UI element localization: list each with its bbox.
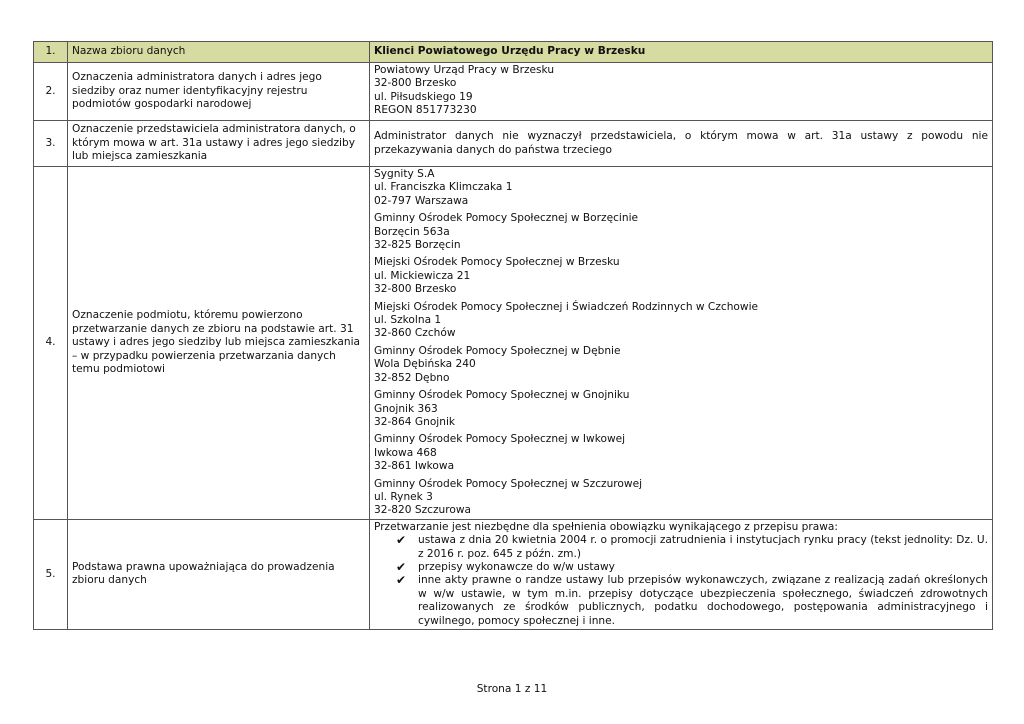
check-icon: ✔ — [396, 559, 407, 574]
table-row — [34, 42, 993, 63]
processors-list — [370, 167, 993, 520]
processor-postcode: 32-860 Czchów — [374, 327, 456, 340]
legal-basis — [370, 519, 993, 629]
table-row — [34, 519, 993, 629]
row-number: 2. — [34, 63, 68, 121]
processor-street: ul. Franciszka Klimczaka 1 — [374, 181, 513, 194]
processor-entry — [374, 168, 988, 208]
representative-info: Administrator danych nie wyznaczył przedstawiciela, o którym mowa w art. 31a ustawy z powodu nie przekazywania danych do państwa trzeciego — [370, 121, 993, 167]
processor-street: ul. Rynek 3 — [374, 490, 433, 503]
processor-postcode: 32-820 Szczurowa — [374, 504, 472, 517]
admin-street: ul. Piłsudskiego 19 — [374, 90, 473, 103]
processor-postcode: 32-800 Brzesko — [374, 283, 457, 296]
list-item-text: ustawa z dnia 20 kwietnia 2004 r. o promocji zatrudnienia i instytucjach rynku pracy (tekst jednolity: Dz. U. z 2016 r. poz. 645 z późn. zm.) — [418, 534, 988, 560]
processor-street: Gnojnik 363 — [374, 402, 438, 415]
admin-regon: REGON 851773230 — [374, 104, 477, 117]
row-label: Oznaczenie podmiotu, któremu powierzono przetwarzanie danych ze zbioru na podstawie art. 31 ustawy i adres jego siedziby lub miejsca zamieszkania – w przypadku powierzenia przetwarzania danych temu podmiotowi — [68, 167, 370, 520]
processor-street: Wola Dębińska 240 — [374, 358, 476, 371]
row-number: 3. — [34, 121, 68, 167]
processor-name: Gminny Ośrodek Pomocy Społecznej w Szczurowej — [374, 477, 643, 490]
processor-street: ul. Szkolna 1 — [374, 314, 442, 327]
row-number: 1. — [34, 42, 68, 63]
processor-entry — [374, 389, 988, 429]
row-label: Podstawa prawna upoważniająca do prowadzenia zbioru danych — [68, 519, 370, 629]
processor-name: Gminny Ośrodek Pomocy Społecznej w Gnojniku — [374, 389, 630, 402]
processor-name: Gminny Ośrodek Pomocy Społecznej w Iwkowej — [374, 433, 626, 446]
processor-postcode: 32-861 Iwkowa — [374, 460, 455, 473]
row-number: 5. — [34, 519, 68, 629]
check-icon: ✔ — [396, 573, 407, 588]
processor-street: Borzęcin 563a — [374, 225, 450, 238]
processor-postcode: 32-852 Dębno — [374, 371, 450, 384]
processor-entry — [374, 301, 988, 341]
list-item-text: inne akty prawne o randze ustawy lub przepisów wykonawczych, związane z realizacją zadań określonych w w/w ustawie, w tym m.in. przepisy dotyczące ubezpieczenia społecznego, świadczeń zdrowotnych realizowanych ze środków publicznych, podatku dochodowego, postępowania administracyjnego i cywilnego, pomocy społecznej i inne. — [418, 574, 988, 627]
processor-street: Iwkowa 468 — [374, 446, 437, 459]
check-icon: ✔ — [396, 533, 407, 548]
processor-name: Gminny Ośrodek Pomocy Społecznej w Dębnie — [374, 344, 621, 357]
processor-entry — [374, 478, 988, 518]
row-number: 4. — [34, 167, 68, 520]
table-row — [34, 63, 993, 121]
processor-postcode: 32-825 Borzęcin — [374, 239, 461, 252]
data-set-name: Klienci Powiatowego Urzędu Pracy w Brzesku — [370, 42, 993, 63]
processor-name: Gminny Ośrodek Pomocy Społecznej w Borzęcinie — [374, 212, 639, 225]
processor-name: Miejski Ośrodek Pomocy Społecznej w Brzesku — [374, 256, 620, 269]
processor-street: ul. Mickiewicza 21 — [374, 269, 471, 282]
legal-basis-intro: Przetwarzanie jest niezbędne dla spełnienia obowiązku wynikającego z przepisu prawa: — [374, 520, 838, 533]
data-set-table — [33, 41, 993, 630]
administrator-info — [370, 63, 993, 121]
list-item-text: przepisy wykonawcze do w/w ustawy — [418, 560, 615, 573]
row-label: Nazwa zbioru danych — [68, 42, 370, 63]
processor-entry — [374, 256, 988, 296]
processor-entry — [374, 433, 988, 473]
table-row — [34, 167, 993, 520]
legal-basis-list — [374, 534, 988, 628]
page-number: Strona 1 z 11 — [476, 683, 548, 695]
list-item — [396, 574, 988, 628]
processor-name: Sygnity S.A — [374, 168, 435, 180]
processor-postcode: 32-864 Gnojnik — [374, 415, 456, 428]
admin-name: Powiatowy Urząd Pracy w Brzesku — [374, 64, 555, 76]
processor-name: Miejski Ośrodek Pomocy Społecznej i Świadczeń Rodzinnych w Czchowie — [374, 300, 759, 313]
row-label: Oznaczenie przedstawiciela administratora danych, o którym mowa w art. 31a ustawy i adres jego siedziby lub miejsca zamieszkania — [68, 121, 370, 167]
list-item — [396, 534, 988, 561]
table-row — [34, 121, 993, 167]
admin-postcode: 32-800 Brzesko — [374, 77, 457, 90]
processor-postcode: 02-797 Warszawa — [374, 194, 469, 207]
processor-entry — [374, 212, 988, 252]
list-item — [396, 561, 988, 574]
row-label: Oznaczenia administratora danych i adres jego siedziby oraz numer identyfikacyjny rejestru podmiotów gospodarki narodowej — [68, 63, 370, 121]
processor-entry — [374, 345, 988, 385]
